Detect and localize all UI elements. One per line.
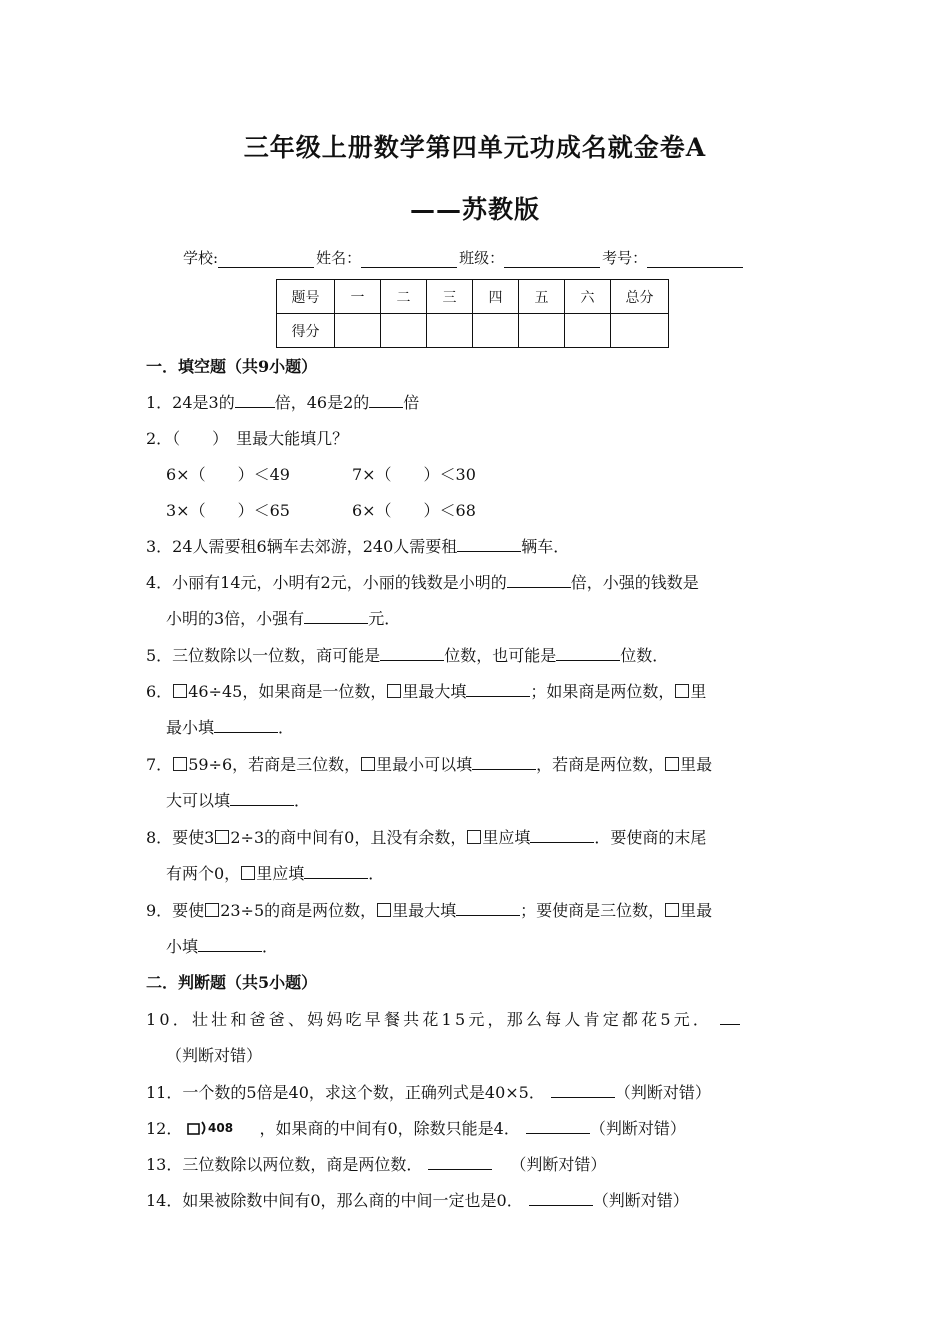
question-2-row-1 — [166, 462, 476, 485]
q8-text-c: 里应填 — [482, 828, 531, 847]
box-icon — [205, 903, 219, 917]
box-icon — [377, 903, 391, 917]
student-info-row — [183, 247, 745, 268]
q6-text-e: 里 — [690, 682, 707, 701]
q9-text-g: ． — [262, 937, 279, 956]
q2-expr: 6×（ ）＜49 — [166, 465, 290, 484]
q4-text-a: 4．小丽有14元，小明有2元，小丽的钱数是小明的 — [146, 573, 507, 592]
q1-text-b: 倍，46是2的 — [274, 393, 370, 412]
question-12 — [146, 1116, 686, 1139]
question-11 — [146, 1080, 711, 1103]
q8-text-a: 8．要使3 — [146, 828, 215, 847]
q9-text-b: 23÷5的商是两位数， — [220, 901, 377, 920]
number-label: 考号： — [602, 249, 648, 267]
q7-text-a: 7． — [146, 755, 173, 774]
q14-text-b: （判断对错） — [592, 1191, 689, 1210]
q4-text-d: 元． — [368, 609, 401, 628]
question-8-line-1 — [146, 825, 706, 848]
answer-blank[interactable] — [198, 935, 262, 952]
answer-blank[interactable] — [380, 644, 444, 661]
q8-text-f: 里应填 — [256, 864, 305, 883]
q13-text-b: （判断对错） — [510, 1155, 607, 1174]
answer-blank[interactable] — [529, 1189, 593, 1206]
answer-blank[interactable] — [230, 789, 294, 806]
score-table — [276, 279, 669, 348]
score-header-cell: 题号 — [277, 280, 335, 314]
question-6-line-2 — [166, 715, 294, 738]
q6-text-g: ． — [278, 718, 295, 737]
question-13 — [146, 1152, 606, 1175]
q2-expr: 7×（ ）＜30 — [351, 465, 476, 484]
score-header-cell: 二 — [381, 280, 427, 314]
box-icon — [241, 866, 255, 880]
box-icon — [665, 757, 679, 771]
answer-blank[interactable] — [466, 680, 530, 697]
q9-text-e: 里最 — [680, 901, 713, 920]
score-table-header-row — [277, 280, 669, 314]
question-6-line-1 — [146, 679, 706, 702]
answer-blank[interactable] — [551, 1081, 615, 1098]
box-icon — [173, 757, 187, 771]
q6-text-d: ；如果商是两位数， — [530, 682, 675, 701]
q9-text-f: 小填 — [166, 937, 199, 956]
q11-text-a: 11．一个数的5倍是40，求这个数，正确列式是40×5． — [146, 1083, 545, 1102]
q4-text-b: 倍，小强的钱数是 — [570, 573, 699, 592]
question-10-line-1 — [146, 1007, 740, 1030]
question-4-line-2 — [166, 606, 400, 629]
question-2-stem: 2．（ ） 里最大能填几？ — [146, 429, 349, 448]
q1-text-a: 1．24是3的 — [146, 393, 235, 412]
q3-text-a: 3．24人需要租6辆车去郊游，240人需要租 — [146, 537, 458, 556]
score-cell[interactable] — [565, 314, 611, 348]
q7-text-c: 里最小可以填 — [376, 755, 473, 774]
score-row-label: 得分 — [277, 314, 335, 348]
score-cell[interactable] — [473, 314, 519, 348]
question-7-line-2 — [166, 788, 310, 811]
class-label: 班级： — [459, 249, 505, 267]
answer-blank[interactable] — [530, 826, 594, 843]
q10-text-a: 10．壮壮和爸爸、妈妈吃早餐共花15元，那么每人肯定都花5元． — [146, 1010, 713, 1029]
answer-blank[interactable] — [304, 862, 368, 879]
score-cell[interactable] — [335, 314, 381, 348]
name-field[interactable] — [361, 251, 457, 268]
score-cell[interactable] — [427, 314, 473, 348]
question-10-line-2: （判断对错） — [166, 1046, 263, 1065]
q7-text-d: ，若商是两位数， — [536, 755, 665, 774]
q8-text-b: 2÷3的商中间有0，且没有余数， — [230, 828, 467, 847]
score-header-cell: 三 — [427, 280, 473, 314]
answer-blank[interactable] — [472, 753, 536, 770]
score-table-score-row — [277, 314, 669, 348]
q6-text-c: 里最大填 — [402, 682, 467, 701]
question-14 — [146, 1188, 689, 1211]
class-field[interactable] — [504, 251, 600, 268]
q12-text-a: 12． — [146, 1119, 183, 1138]
answer-blank[interactable] — [457, 535, 521, 552]
score-header-cell: 六 — [565, 280, 611, 314]
answer-blank[interactable] — [507, 571, 571, 588]
number-field[interactable] — [647, 251, 743, 268]
school-label: 学校: — [183, 249, 219, 267]
q12-text-c: （判断对错） — [589, 1119, 686, 1138]
question-8-line-2 — [166, 861, 384, 884]
q9-text-c: 里最大填 — [392, 901, 457, 920]
q8-text-e: 有两个0， — [166, 864, 241, 883]
q3-text-b: 辆车． — [521, 537, 570, 556]
box-icon — [387, 684, 401, 698]
answer-blank[interactable] — [304, 607, 368, 624]
q2-expr: 6×（ ）＜68 — [351, 501, 476, 520]
division-bracket-icon — [187, 1120, 255, 1136]
question-9-line-2 — [166, 934, 278, 957]
q1-text-c: 倍 — [403, 393, 420, 412]
question-2-row-2 — [166, 498, 476, 521]
q5-text-a: 5．三位数除以一位数，商可能是 — [146, 646, 381, 665]
question-5 — [146, 643, 668, 666]
q14-text-a: 14．如果被除数中间有0，那么商的中间一定也是0． — [146, 1191, 523, 1210]
answer-blank[interactable] — [214, 716, 278, 733]
answer-blank[interactable] — [526, 1117, 590, 1134]
score-cell[interactable] — [519, 314, 565, 348]
box-icon — [215, 830, 229, 844]
answer-blank[interactable] — [428, 1153, 492, 1170]
box-icon — [675, 684, 689, 698]
q8-text-d: ．要使商的末尾 — [594, 828, 707, 847]
answer-blank[interactable] — [456, 899, 520, 916]
q9-text-a: 9．要使 — [146, 901, 205, 920]
q7-text-b: 59÷6，若商是三位数， — [188, 755, 361, 774]
score-header-cell: 一 — [335, 280, 381, 314]
q13-text-a: 13．三位数除以两位数，商是两位数． — [146, 1155, 423, 1174]
q9-text-d: ；要使商是三位数， — [520, 901, 665, 920]
q5-text-c: 位数． — [620, 646, 669, 665]
page-subtitle: ——苏教版 — [409, 195, 540, 224]
box-icon — [665, 903, 679, 917]
answer-blank[interactable] — [556, 644, 620, 661]
q2-expr: 3×（ ）＜65 — [166, 501, 290, 520]
q7-text-f: 大可以填 — [166, 791, 231, 810]
box-icon — [361, 757, 375, 771]
score-header-cell: 四 — [473, 280, 519, 314]
question-3 — [146, 534, 569, 557]
box-icon — [173, 684, 187, 698]
q7-text-g: ． — [294, 791, 311, 810]
name-label: 姓名： — [316, 249, 362, 267]
question-4-line-1 — [146, 570, 699, 593]
page-title: 三年级上册数学第四单元功成名就金卷A — [243, 133, 707, 162]
section-title-true-false: 二．判断题（共5小题） — [146, 973, 318, 992]
q8-text-g: ． — [368, 864, 385, 883]
q6-text-b: 46÷45，如果商是一位数， — [188, 682, 387, 701]
dividend-text: 408 — [208, 1121, 234, 1135]
q6-text-f: 最小填 — [166, 718, 215, 737]
q11-text-b: （判断对错） — [614, 1083, 711, 1102]
q5-text-b: 位数，也可能是 — [444, 646, 557, 665]
answer-blank[interactable] — [235, 391, 275, 408]
q4-text-c: 小明的3倍，小强有 — [166, 609, 305, 628]
q6-text-a: 6． — [146, 682, 173, 701]
score-header-cell: 五 — [519, 280, 565, 314]
question-1 — [146, 390, 419, 413]
answer-blank[interactable] — [720, 1008, 740, 1025]
section-title-fill-in: 一．填空题（共9小题） — [146, 357, 318, 376]
q12-text-b: ，如果商的中间有0，除数只能是4． — [259, 1119, 520, 1138]
school-field[interactable] — [218, 251, 314, 268]
box-icon — [467, 830, 481, 844]
score-cell[interactable] — [381, 314, 427, 348]
answer-blank[interactable] — [369, 391, 403, 408]
question-7-line-1 — [146, 752, 712, 775]
score-header-cell: 总分 — [611, 280, 669, 314]
q7-text-e: 里最 — [680, 755, 713, 774]
score-cell[interactable] — [611, 314, 669, 348]
question-9-line-1 — [146, 898, 712, 921]
